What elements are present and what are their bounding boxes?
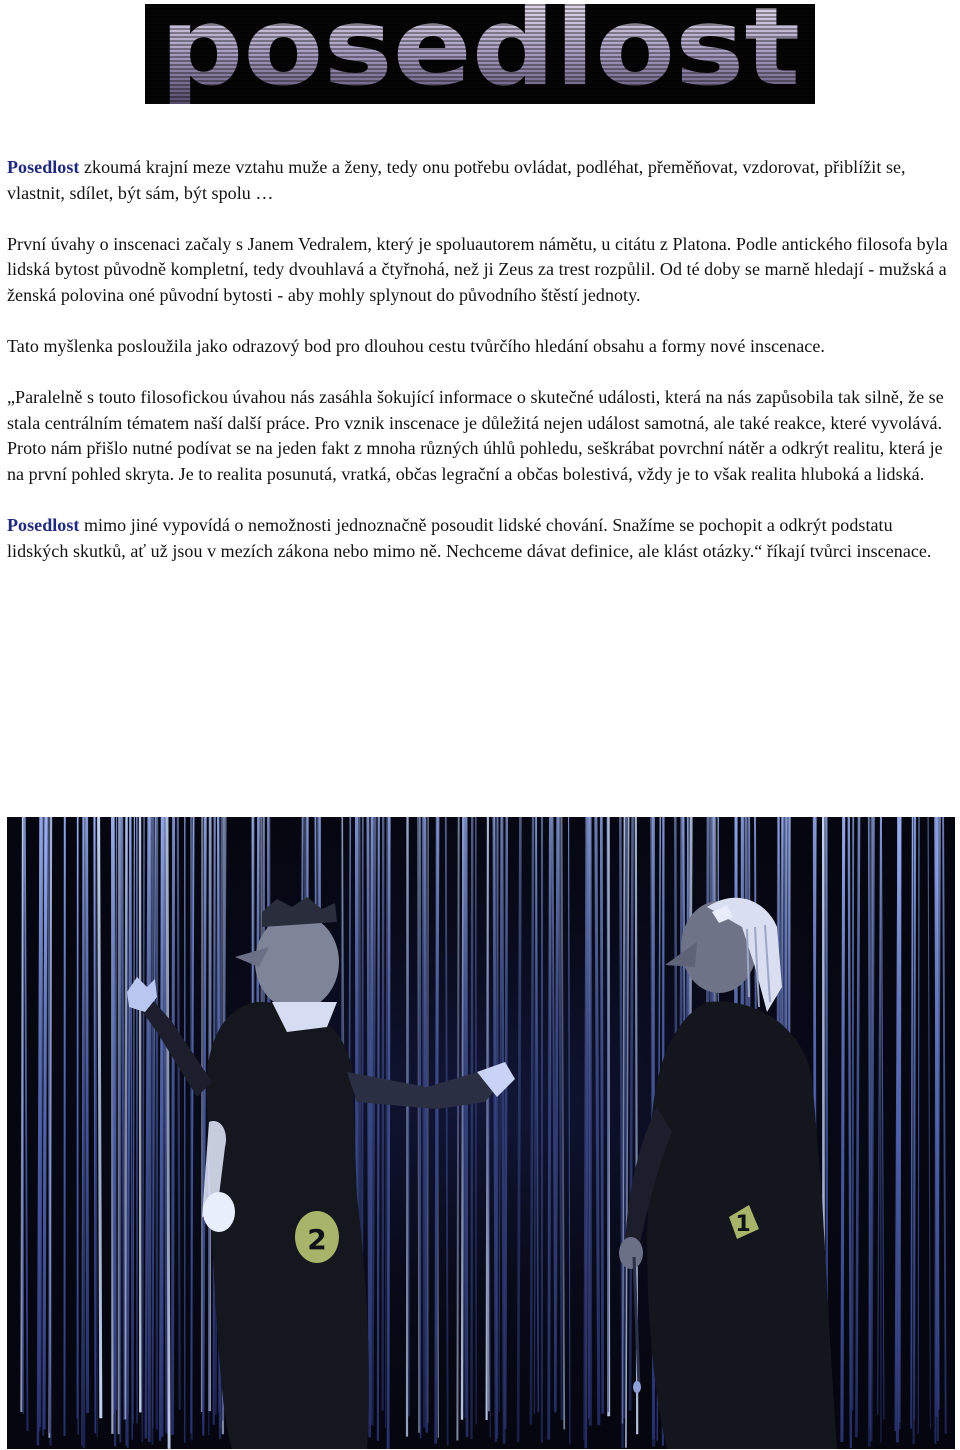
puppet-number-1: 1 xyxy=(735,1212,751,1237)
article-body xyxy=(7,155,955,564)
paragraph-intro xyxy=(7,155,955,206)
stage-photo-icon xyxy=(7,817,955,1449)
paragraph-idea: Tato myšlenka posloužila jako odrazový bod pro dlouhou cestu tvůrčího hledání obsahu a formy nové inscenace. xyxy=(7,335,825,356)
puppet-number-2: 2 xyxy=(307,1223,327,1256)
paragraph-closing-text: mimo jiné vypovídá o nemožnosti jednoznačně posoudit lidské chování. Snažíme se pochopit a odkrýt podstatu lidských skutků, ať už jsou v mezích zákona nebo mimo ně. Nechceme dávat definice, ale klást otázky.“ říkají tvůrci inscenace. xyxy=(7,514,932,561)
stage-photo xyxy=(7,817,955,1449)
title-keyword: Posedlost xyxy=(7,157,80,177)
paragraph-closing xyxy=(7,513,955,564)
title-keyword: Posedlost xyxy=(7,514,80,535)
paragraph-reality: Proto nám přišlo nutné podívat se na jeden fakt z mnoha různých úhlů pohledu, seškrábat povrchní nátěr a odkrýt realitu, která je na první pohled skryta. Je to realita posunutá, vratká, občas legrační a občas bolestivá, vždy je to však realita hluboká a lidská. xyxy=(7,438,943,484)
paragraph-platon: První úvahy o inscenaci začaly s Janem Vedralem, který je spoluautorem námětu, u citátu z Platona. Podle antického filosofa byla lidská bytost původně kompletní, tedy dvouhlavá a čtyřnohá, než ji Zeus za trest rozpůlil. Od té doby se marně hledají - mužská a ženská polovina oné původní bytosti - aby mohly splynout do původního štěstí jednoty. xyxy=(7,233,948,305)
paragraph-intro-text: zkoumá krajní meze vztahu muže a ženy, tedy onu potřebu ovládat, podléhat, přeměňovat, vzdorovat, přiblížit se, vlastnit, sdílet, být sám, být spolu … xyxy=(7,157,906,203)
posedlost-logo-icon xyxy=(145,4,815,104)
posedlost-logo xyxy=(145,4,815,104)
paragraph-quote: „Paralelně s touto filosofickou úvahou nás zasáhla šokující informace o skutečné události, která na nás zapůsobila tak silně, že se stala centrálním tématem naší další práce. Pro vznik inscenace je důležitá nejen událost samotná, ale také reakce, které vyvolává. xyxy=(7,387,944,433)
